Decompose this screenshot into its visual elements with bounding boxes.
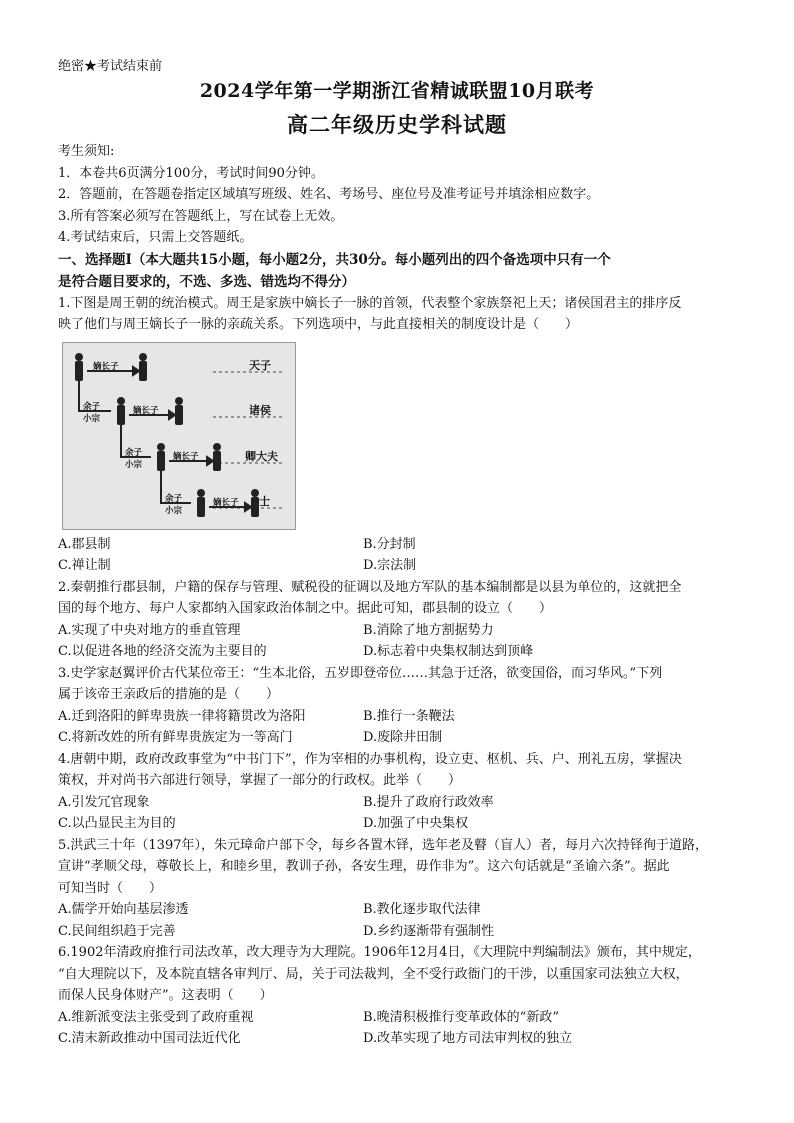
option-c: C.以促进各地的经济交流为主要目的 (58, 644, 267, 659)
option-a: A.郡县制 (58, 536, 111, 552)
younger-son-label: 余子 (83, 401, 101, 412)
question-2-stem: 2.秦朝推行郡县制，户籍的保存与管理、赋税役的征调以及地方军队的基本编制都是以县为单位的，这就把全 (58, 579, 682, 595)
option-c: C.将新改姓的所有鲜卑贵族定为一等高门 (58, 730, 293, 745)
secret-note: 绝密★考试结束前 (58, 59, 163, 74)
option-d: D.废除井田制 (363, 730, 443, 745)
question-1-stem: 1.下图是周王朝的统治模式。周王是家族中嫡长子一脉的首领，代表整个家族祭祀上天；诸侯国君主的排序反 (58, 295, 682, 311)
option-b: B.教化逐步取代法律 (363, 902, 481, 917)
notice-item: 1．本卷共6页满分100分，考试时间90分钟。 (58, 165, 324, 181)
question-4-options (58, 792, 738, 835)
exam-body (58, 141, 738, 1050)
option-c: C.禅让制 (58, 558, 111, 573)
younger-son-label: 余子 (165, 493, 183, 504)
option-b: B.推行一条鞭法 (363, 708, 455, 724)
question-6-stem: “自大理院以下，及本院直辖各审判厅、局，关于司法裁判，全不受行政衙门的干涉，以重国家司法独立大权， (58, 966, 689, 982)
eldest-son-label: 嫡长子 (213, 497, 239, 508)
notice-item: 2．答题前，在答题卷指定区域填写班级、姓名、考场号、座位号及准考证号并填涂相应数字。 (58, 187, 600, 202)
question-6-stem: 6.1902年清政府推行司法改革，改大理寺为大理院。1906年12月4日，《大理院中判编制法》颁布，其中规定， (58, 945, 701, 960)
question-5-options (58, 899, 738, 942)
option-a: A.实现了中央对地方的垂直管理 (58, 622, 241, 638)
option-d: D.改革实现了地方司法审判权的独立 (363, 1031, 573, 1046)
option-a: A.维新派变法主张受到了政府重视 (58, 1009, 254, 1025)
question-2-stem: 国的每个地方、每户人家都纳入国家政治体制之中。据此可知，郡县制的设立（ ） (58, 601, 553, 616)
rank-label: 天子 (249, 358, 271, 372)
question-4-stem: 策权，并对尚书六部进行领导，掌握了一部分的行政权。此举（ ） (58, 773, 462, 788)
notice-item: 4.考试结束后，只需上交答题纸。 (58, 230, 253, 245)
question-5-stem: 可知当时（ ） (58, 880, 163, 896)
option-d: D.宗法制 (363, 558, 417, 573)
option-b: B.分封制 (363, 536, 416, 552)
small-lineage-label: 小宗 (83, 413, 101, 424)
exam-subtitle: 高二年级历史学科试题 (287, 112, 507, 137)
question-1-stem: 映了他们与周王嫡长子一脉的亲疏关系。下列选项中，与此直接相关的制度设计是（ ） (58, 317, 579, 332)
notice-item: 3.所有答案必须写在答题纸上，写在试卷上无效。 (58, 208, 344, 224)
question-4-stem: 4.唐朝中期，政府改政事堂为“中书门下”，作为宰相的办事机构，设立吏、枢机、兵、户、刑礼五房，掌握决 (58, 751, 682, 767)
eldest-son-label: 嫡长子 (93, 361, 119, 372)
eldest-son-label: 嫡长子 (173, 451, 199, 462)
option-b: B.提升了政府行政效率 (363, 794, 494, 810)
section-heading: 一、选择题Ⅰ（本大题共15小题，每小题2分，共30分。每小题列出的四个备选项中只有一个 (58, 251, 611, 268)
eldest-son-label: 嫡长子 (133, 405, 159, 416)
option-b: B.消除了地方割据势力 (363, 622, 494, 638)
rank-label: 卿大夫 (245, 449, 278, 463)
question-3-stem: 3.史学家赵翼评价古代某位帝王：“生本北俗，五岁即登帝位……其急于迁洛，欲变国俗，而习华风。”下列 (58, 665, 663, 681)
notice-heading: 考生须知: (58, 144, 115, 159)
question-2-options (58, 620, 738, 663)
option-d: D.加强了中央集权 (363, 816, 469, 831)
option-a: A.儒学开始向基层渗透 (58, 902, 189, 917)
option-a: A.迁到洛阳的鲜卑贵族一律将籍贯改为洛阳 (58, 708, 306, 724)
zhou-lineage-diagram (62, 342, 296, 530)
section-heading-cont: 是符合题目要求的，不选、多选、错选均不得分） (58, 273, 355, 290)
rank-label: 士 (259, 494, 270, 508)
question-6-options (58, 1007, 738, 1050)
option-b: B.晚清积极推行变革政体的“新政” (363, 1009, 559, 1025)
option-a: A.引发冗官现象 (58, 794, 150, 810)
option-d: D.标志着中央集权制达到顶峰 (363, 644, 534, 659)
younger-son-label: 余子 (125, 447, 143, 458)
question-3-stem: 属于该帝王亲政后的措施的是（ ） (58, 687, 280, 702)
option-c: C.民间组织趋于完善 (58, 923, 176, 939)
question-1-options (58, 534, 738, 577)
exam-title: 2024学年第一学期浙江省精诚联盟10月联考 (199, 80, 595, 102)
small-lineage-label: 小宗 (125, 459, 143, 470)
question-6-stem: 而保人民身体财产”。这表明（ ） (58, 988, 273, 1003)
rank-label: 诸侯 (249, 403, 271, 417)
option-d: D.乡约逐渐带有强制性 (363, 923, 495, 939)
question-3-options (58, 706, 738, 749)
question-5-stem: 宣讲“孝顺父母，尊敬长上，和睦乡里，教训子孙，各安生理，毋作非为”。这六句话就是“圣谕六条”。据此 (58, 859, 670, 874)
option-c: C.以凸显民主为目的 (58, 816, 176, 831)
option-c: C.清末新政推动中国司法近代化 (58, 1031, 241, 1046)
question-5-stem: 5.洪武三十年（1397年），朱元璋命户部下令，每乡各置木铎，选年老及瞽（盲人）者，每月六次持铎徇于道路， (58, 837, 708, 853)
small-lineage-label: 小宗 (165, 505, 183, 516)
